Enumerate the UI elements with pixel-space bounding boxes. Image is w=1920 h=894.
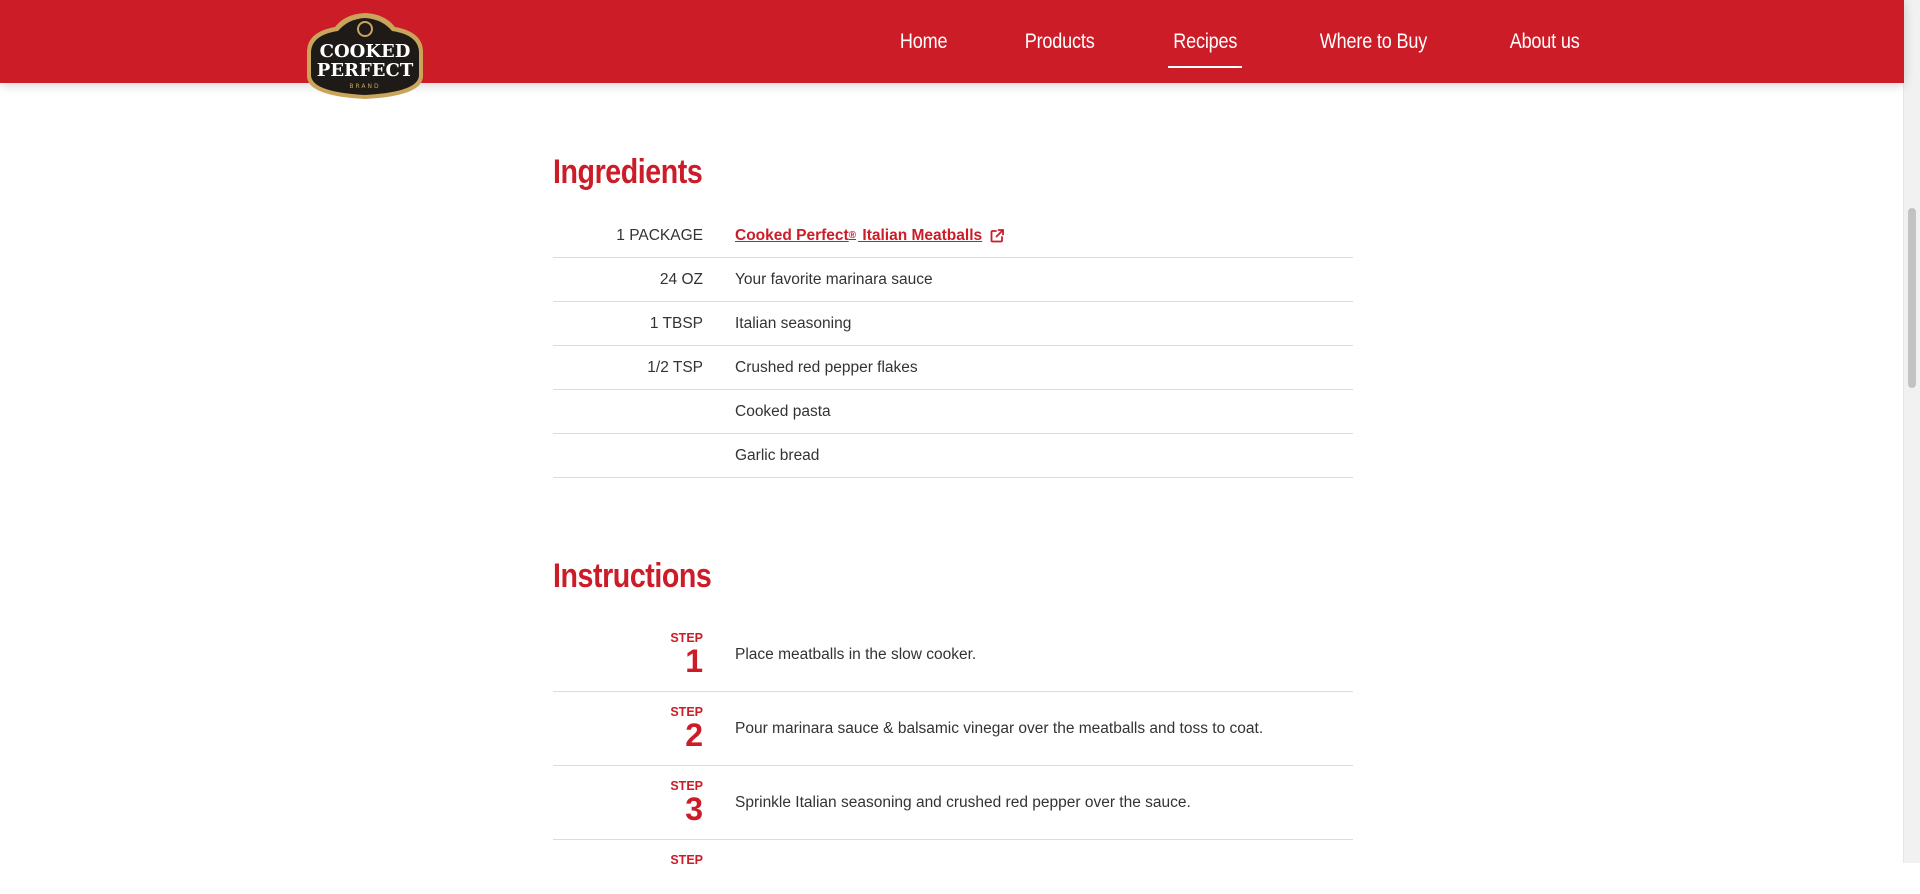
ingredient-qty: 1 PACKAGE — [616, 226, 703, 244]
step-label: STEP — [670, 705, 703, 720]
logo-line2: PERFECT — [316, 60, 414, 81]
ingredient-name: Garlic bread — [735, 446, 820, 464]
step-number — [553, 632, 735, 677]
ingredients-heading: Ingredients — [553, 153, 703, 191]
step-label: STEP — [670, 779, 703, 794]
step-row-partial — [553, 840, 1353, 894]
main-nav — [832, 0, 1589, 83]
step-row — [553, 618, 1353, 692]
external-link-icon — [989, 228, 1005, 244]
step-digit: 1 — [685, 642, 703, 679]
step-digit: 2 — [685, 716, 703, 753]
ingredient-row — [553, 214, 1353, 258]
step-row — [553, 766, 1353, 840]
ingredient-row — [553, 434, 1353, 478]
ingredient-name: Italian seasoning — [735, 314, 852, 332]
logo-graphic — [301, 10, 429, 100]
step-digit: 3 — [685, 790, 703, 827]
ingredients-list — [553, 214, 1353, 478]
ingredient-qty: 1/2 TSP — [647, 358, 703, 376]
ingredient-qty: 24 OZ — [659, 270, 703, 288]
nav-products[interactable]: Products — [1024, 29, 1095, 53]
step-text: Pour marinara sauce & balsamic vinegar over the meatballs and toss to coat. — [735, 719, 1264, 737]
site-header — [0, 0, 1904, 83]
step-number — [553, 854, 735, 867]
step-text: Place meatballs in the slow cooker. — [735, 645, 977, 663]
ingredient-row — [553, 390, 1353, 434]
scrollbar-thumb[interactable] — [1908, 208, 1916, 388]
product-name: Italian Meatballs — [858, 226, 983, 244]
step-label: STEP — [670, 853, 703, 867]
brand-logo[interactable] — [301, 10, 429, 100]
ingredient-name: Your favorite marinara sauce — [735, 270, 933, 288]
product-link[interactable] — [735, 227, 1005, 245]
product-brand: Cooked Perfect — [735, 226, 849, 244]
nav-home[interactable]: Home — [899, 29, 948, 53]
nav-recipes[interactable]: Recipes — [1170, 24, 1241, 60]
registered-mark: ® — [848, 230, 857, 241]
step-label: STEP — [670, 631, 703, 646]
step-number — [553, 706, 735, 751]
ingredient-name: Crushed red pepper flakes — [735, 358, 918, 376]
ingredient-qty: 1 TBSP — [649, 314, 703, 332]
step-number — [553, 780, 735, 825]
step-text: Sprinkle Italian seasoning and crushed red pepper over the sauce. — [735, 793, 1191, 811]
ingredient-row — [553, 302, 1353, 346]
step-row — [553, 692, 1353, 766]
logo-line1: COOKED — [319, 41, 411, 62]
instructions-list — [553, 618, 1353, 894]
ingredient-row — [553, 346, 1353, 390]
page-scrollbar[interactable] — [1903, 0, 1920, 863]
ingredient-row — [553, 258, 1353, 302]
nav-about-us[interactable]: About us — [1509, 29, 1580, 53]
nav-where-to-buy[interactable]: Where to Buy — [1319, 29, 1427, 53]
logo-line3: BRAND — [349, 83, 381, 90]
instructions-heading: Instructions — [553, 557, 712, 595]
ingredient-name: Cooked pasta — [735, 402, 831, 420]
